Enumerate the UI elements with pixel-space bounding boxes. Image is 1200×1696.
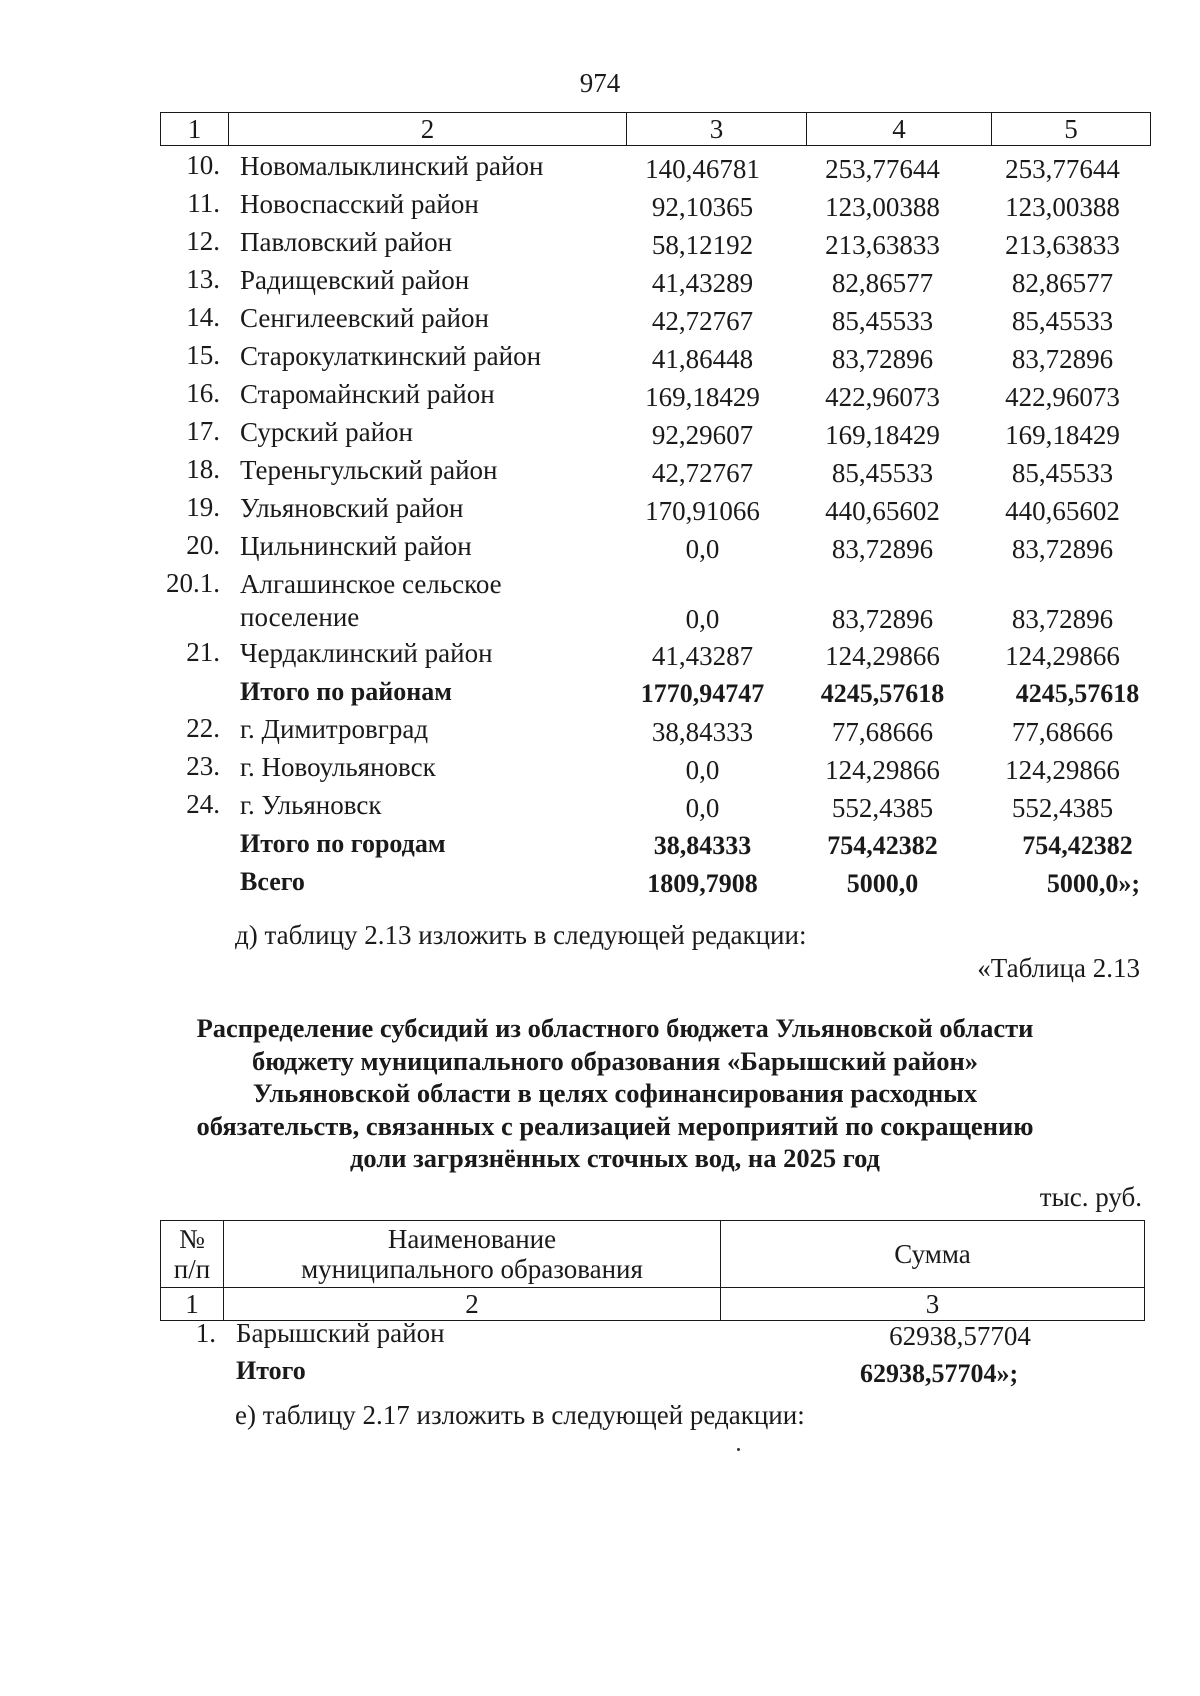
value-col3: 41,43287: [651, 641, 754, 671]
value-col5: 124,29866: [1005, 755, 1120, 785]
paragraph-d: д) таблицу 2.13 изложить в следующей редакции:: [235, 920, 807, 950]
row-number: 23.: [186, 751, 220, 781]
city-name: г. Димитровград: [240, 714, 429, 744]
table-label: «Таблица 2.13: [977, 953, 1140, 983]
district-name: Ульяновский район: [240, 493, 464, 523]
table1-col-number: 2: [229, 113, 627, 146]
value-col4: 4245,57618: [820, 679, 945, 708]
table-row: [160, 300, 1150, 338]
value-col4: 253,77644: [825, 154, 940, 184]
total-label: Всего: [240, 867, 305, 896]
settlement-name: [240, 568, 560, 634]
title-line: бюджету муниципального образования «Барышский район»: [251, 1045, 978, 1076]
total-label: Итого: [236, 1356, 306, 1385]
district-name: Старокулаткинский район: [240, 341, 542, 371]
value-col4: 169,18429: [825, 420, 940, 450]
sum-value: 62938,57704: [889, 1321, 1031, 1351]
value-col3: 92,10365: [651, 192, 754, 222]
table2-header: [160, 1220, 1145, 1321]
value-col4: 83,72896: [831, 534, 934, 564]
value-col4: 213,63833: [825, 230, 940, 260]
title-line: Ульяновской области в целях софинансирования расходных: [252, 1078, 978, 1108]
row-number: 15.: [186, 340, 220, 370]
table1-col-number: 1: [161, 113, 229, 146]
value-col3: 1770,94747: [640, 679, 765, 708]
value-col3: 0,0: [685, 534, 720, 564]
district-name: Радищевский район: [240, 265, 470, 295]
table-row: [160, 376, 1150, 414]
table2-body: [160, 1318, 1144, 1394]
table-row: [160, 711, 1150, 749]
title-line: обязательств, связанных с реализацией мероприятий по сокращению: [196, 1110, 1034, 1141]
table-row: [160, 1318, 1144, 1356]
table-row: [160, 186, 1150, 224]
value-col4: 83,72896: [831, 604, 934, 634]
value-col5: 4245,57618: [1015, 679, 1140, 708]
value-col5: 124,29866: [1005, 641, 1120, 671]
table-row: [160, 224, 1150, 262]
district-name: Старомайнский район: [240, 379, 495, 409]
value-col3: 169,18429: [645, 382, 760, 412]
district-name: Цильнинский район: [240, 531, 472, 561]
row-number: 24.: [186, 789, 220, 819]
row-number: 10.: [186, 150, 220, 180]
value-col3: 38,84333: [653, 831, 752, 860]
row-number: 18.: [186, 454, 220, 484]
value-col4: 124,29866: [825, 641, 940, 671]
table2-col-number: 3: [721, 1288, 1145, 1321]
subtotal-label: Итого по районам: [240, 677, 452, 706]
header-name-cell: [224, 1221, 721, 1288]
header-number-line2: п/п: [173, 1254, 211, 1284]
value-col4: 82,86577: [831, 268, 934, 298]
settlement-name-line2: поселение: [240, 602, 360, 632]
header-number-cell: [161, 1221, 224, 1288]
paragraph-e: е) таблицу 2.17 изложить в следующей редакции:: [235, 1400, 805, 1430]
value-col5: 213,63833: [1005, 230, 1120, 260]
value-col5: 5000,0»;: [1046, 869, 1140, 898]
page-number: 974: [579, 68, 621, 98]
district-name: Павловский район: [240, 227, 453, 257]
value-col5: 123,00388: [1005, 192, 1120, 222]
value-col4: 83,72896: [831, 344, 934, 374]
value-col5: 253,77644: [1005, 154, 1120, 184]
value-col4: 754,42382: [827, 831, 938, 860]
value-col3: 0,0: [685, 793, 720, 823]
header-name-line2: муниципального образования: [301, 1254, 643, 1284]
table-row: [160, 148, 1150, 186]
table-row: [160, 262, 1150, 300]
table2-col-number: 2: [224, 1288, 721, 1321]
table-row: [160, 452, 1150, 490]
scan-speck: [737, 1448, 740, 1451]
value-col4: 123,00388: [825, 192, 940, 222]
value-col5: 82,86577: [1011, 268, 1114, 298]
city-name: г. Новоульяновск: [240, 752, 436, 782]
header-name-line1: Наименование: [387, 1224, 557, 1254]
district-name: Тереньгульский район: [240, 455, 498, 485]
value-col5: 83,72896: [1011, 344, 1114, 374]
settlement-name-line1: Алгашинское сельское: [240, 569, 502, 599]
district-name: Новоспасский район: [240, 189, 479, 219]
value-col3: 1809,7908: [647, 869, 758, 898]
value-col4: 85,45533: [831, 306, 934, 336]
value-col3: 140,46781: [645, 154, 760, 184]
value-col4: 77,68666: [831, 717, 934, 747]
row-number: 22.: [186, 713, 220, 743]
value-col3: 41,43289: [651, 268, 754, 298]
value-col3: 58,12192: [651, 230, 754, 260]
district-name: Чердаклинский район: [240, 638, 493, 668]
table-row: [160, 635, 1150, 673]
table1-col-number: 3: [627, 113, 807, 146]
row-number: 17.: [186, 416, 220, 446]
value-col4: 124,29866: [825, 755, 940, 785]
value-col5: 85,45533: [1011, 458, 1114, 488]
title-line: Распределение субсидий из областного бюджета Ульяновской области: [196, 1013, 1034, 1043]
value-col3: 0,0: [685, 604, 720, 634]
subtotal-label: Итого по городам: [240, 829, 446, 858]
value-col5: 422,96073: [1005, 382, 1120, 412]
value-col3: 42,72767: [651, 458, 754, 488]
value-col3: 0,0: [685, 755, 720, 785]
value-col3: 38,84333: [651, 717, 754, 747]
total-row: [160, 863, 1150, 901]
district-name: Новомалыклинский район: [240, 151, 544, 181]
row-number: 14.: [186, 302, 220, 332]
row-number: 20.1.: [166, 568, 220, 598]
value-col4: 85,45533: [831, 458, 934, 488]
value-col5: 77,68666: [1011, 717, 1114, 747]
title-line: доли загрязнённых сточных вод, на 2025 год: [350, 1143, 880, 1173]
table-row: [160, 528, 1150, 566]
table1-col-number: 5: [992, 113, 1151, 146]
value-col4: 552,4385: [831, 793, 934, 823]
row-number: 16.: [186, 378, 220, 408]
row-number: 21.: [186, 637, 220, 667]
subtotal-row-districts: [160, 673, 1150, 711]
row-number: 19.: [186, 492, 220, 522]
table-row: [160, 338, 1150, 376]
row-number: 12.: [186, 226, 220, 256]
row-number: 1.: [195, 1318, 216, 1348]
city-name: г. Ульяновск: [240, 790, 382, 820]
table-title: [150, 1012, 1080, 1175]
district-name: Барышский район: [236, 1318, 445, 1348]
value-col5: 169,18429: [1005, 420, 1120, 450]
value-col3: 170,91066: [645, 496, 760, 526]
value-col4: 440,65602: [825, 496, 940, 526]
value-col4: 5000,0: [846, 869, 919, 898]
value-col5: 552,4385: [1011, 793, 1114, 823]
table-row: [160, 414, 1150, 452]
value-col5: 83,72896: [1011, 534, 1114, 564]
value-col5: 85,45533: [1011, 306, 1114, 336]
table1-header: [160, 112, 1151, 146]
district-name: Сурский район: [240, 417, 413, 447]
table-row: [160, 749, 1150, 787]
subtotal-row-cities: [160, 825, 1150, 863]
value-col5: 440,65602: [1005, 496, 1120, 526]
row-number: 20.: [186, 530, 220, 560]
header-sum-cell: Сумма: [721, 1221, 1145, 1288]
table2-col-number: 1: [161, 1288, 224, 1321]
header-number-line1: №: [179, 1224, 205, 1254]
row-number: 13.: [186, 264, 220, 294]
value-col4: 422,96073: [825, 382, 940, 412]
table1-body: [160, 148, 1150, 901]
value-col3: 92,29607: [651, 420, 754, 450]
units-label: тыс. руб.: [1039, 1182, 1142, 1212]
sum-value: 62938,57704»;: [860, 1359, 1019, 1388]
row-number: 11.: [187, 188, 220, 218]
value-col3: 42,72767: [651, 306, 754, 336]
value-col3: 41,86448: [651, 344, 754, 374]
value-col5: 83,72896: [1011, 604, 1114, 634]
total-row: [160, 1356, 1144, 1394]
district-name: Сенгилеевский район: [240, 303, 489, 333]
table-row: [160, 787, 1150, 825]
table-row: [160, 490, 1150, 528]
table1-col-number: 4: [807, 113, 992, 146]
table-row: [160, 566, 1150, 635]
value-col5: 754,42382: [1022, 831, 1133, 860]
